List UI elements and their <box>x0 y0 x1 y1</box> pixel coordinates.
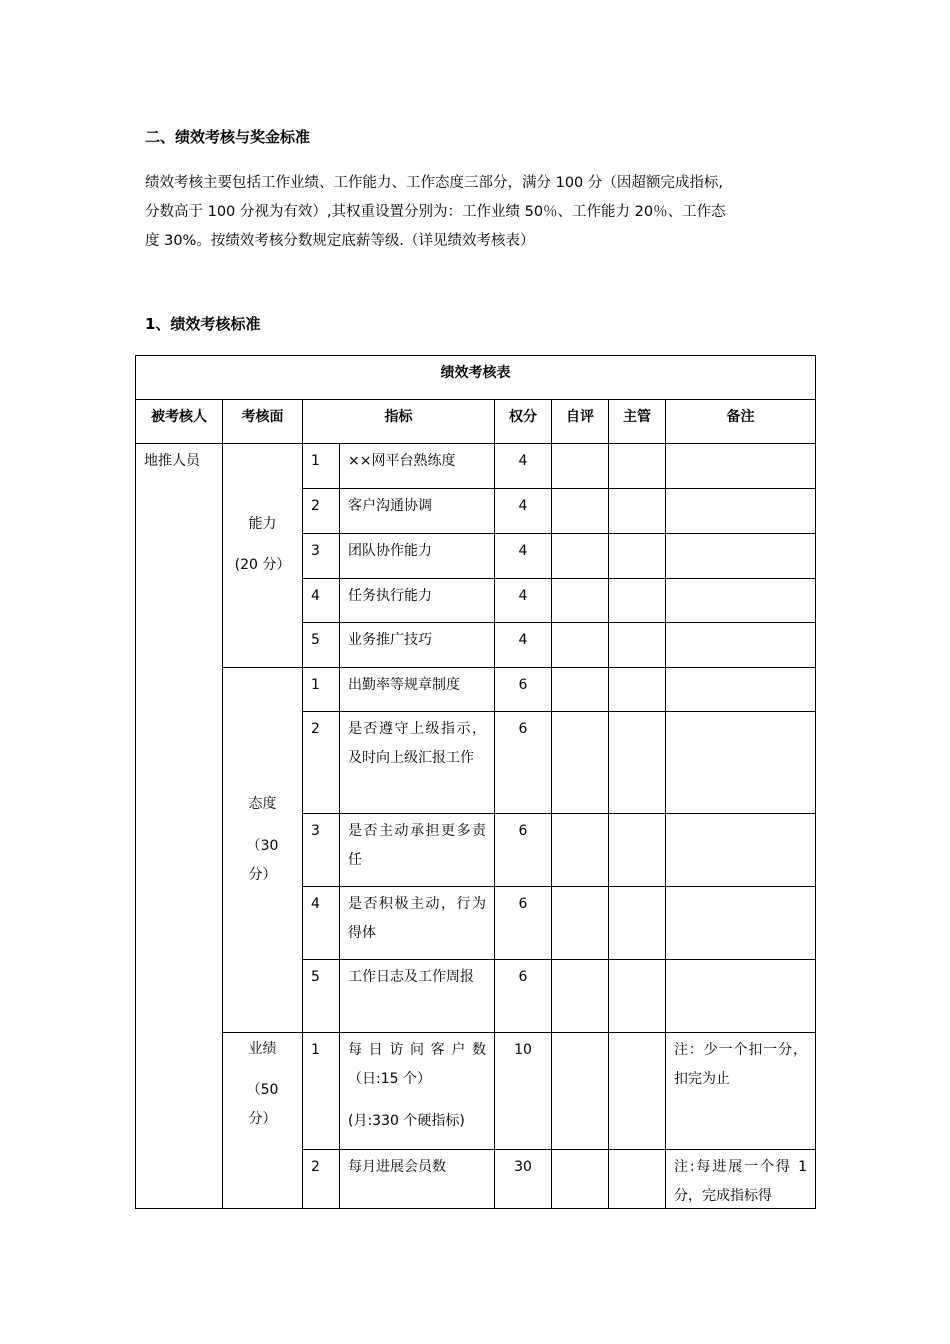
supervisor-cell[interactable] <box>609 444 666 489</box>
indicator-cell <box>340 814 495 887</box>
remarks-cell <box>666 1033 816 1150</box>
row-no-text: 1 <box>311 453 320 469</box>
remarks-cell <box>666 579 816 623</box>
remarks-cell <box>666 814 816 887</box>
weight-cell <box>495 534 552 579</box>
indicator-text: 每月进展会员数 <box>348 1159 446 1175</box>
ability-label: 能力 <box>248 516 277 532</box>
weight-cell <box>495 668 552 712</box>
self-cell[interactable] <box>552 489 609 534</box>
supervisor-cell[interactable] <box>609 1150 666 1209</box>
weight-text: 4 <box>518 498 528 514</box>
intro-line-2: 分数高于 100 分视为有效）,其权重设置分别为：工作业绩 50％、工作能力 20％、工作态 <box>145 204 726 220</box>
indicator-cell <box>340 712 495 814</box>
self-cell[interactable] <box>552 1150 609 1209</box>
row-no-text: 2 <box>311 1159 320 1175</box>
weight-text: 10 <box>514 1042 532 1058</box>
row-no-text: 3 <box>311 543 320 559</box>
table-title-cell <box>136 356 816 400</box>
self-cell[interactable] <box>552 668 609 712</box>
supervisor-cell[interactable] <box>609 668 666 712</box>
indicator-text: 出勤率等规章制度 <box>348 677 460 693</box>
row-no-text: 2 <box>311 721 320 737</box>
supervisor-cell[interactable] <box>609 579 666 623</box>
header-weight <box>495 400 552 444</box>
self-cell[interactable] <box>552 814 609 887</box>
row-no <box>303 887 340 960</box>
header-remarks-label: 备注 <box>726 409 755 425</box>
row-no-text: 5 <box>311 632 320 648</box>
indicator-cell <box>340 623 495 668</box>
table-row <box>136 1033 816 1150</box>
person-label: 地推人员 <box>144 453 200 469</box>
remarks-cell <box>666 444 816 489</box>
intro-line-3: 度 30%。按绩效考核分数规定底薪等级.（详见绩效考核表） <box>145 233 535 249</box>
indicator-text: 是否积极主动，行为得体 <box>348 896 486 941</box>
header-row <box>136 400 816 444</box>
row-no <box>303 444 340 489</box>
indicator-text: 团队协作能力 <box>348 543 432 559</box>
remarks-cell <box>666 489 816 534</box>
performance-score-2: 分） <box>248 1111 277 1127</box>
person-cell <box>136 444 223 1209</box>
row-no <box>303 1033 340 1150</box>
row-no <box>303 489 340 534</box>
row-no-text: 2 <box>311 498 320 514</box>
self-cell[interactable] <box>552 444 609 489</box>
weight-cell <box>495 712 552 814</box>
indicator-subtext: (月:330 个硬指标) <box>348 1113 465 1129</box>
row-no-text: 1 <box>311 1042 320 1058</box>
supervisor-cell[interactable] <box>609 887 666 960</box>
attitude-score-1: （30 <box>246 838 279 854</box>
header-self-label: 自评 <box>566 409 594 425</box>
remarks-cell <box>666 712 816 814</box>
header-self <box>552 400 609 444</box>
self-cell[interactable] <box>552 623 609 668</box>
weight-cell <box>495 579 552 623</box>
weight-cell <box>495 1033 552 1150</box>
remarks-cell <box>666 534 816 579</box>
remarks-cell <box>666 668 816 712</box>
weight-text: 4 <box>518 543 528 559</box>
supervisor-cell[interactable] <box>609 814 666 887</box>
sub-heading: 1、绩效考核标准 <box>145 315 261 333</box>
indicator-cell <box>340 489 495 534</box>
header-weight-label: 权分 <box>509 409 537 425</box>
table-row <box>136 668 816 712</box>
header-person <box>136 400 223 444</box>
table-row <box>136 444 816 489</box>
indicator-cell <box>340 1033 495 1150</box>
supervisor-cell[interactable] <box>609 1033 666 1150</box>
supervisor-cell[interactable] <box>609 534 666 579</box>
header-dimension-label: 考核面 <box>241 409 284 425</box>
weight-text: 6 <box>518 677 528 693</box>
weight-cell <box>495 887 552 960</box>
row-no <box>303 668 340 712</box>
row-no <box>303 814 340 887</box>
weight-cell <box>495 623 552 668</box>
remarks-cell <box>666 960 816 1033</box>
row-no <box>303 712 340 814</box>
header-supervisor-label: 主管 <box>623 409 651 425</box>
attitude-label: 态度 <box>248 796 277 812</box>
section-heading: 二、绩效考核与奖金标准 <box>145 128 311 146</box>
self-cell[interactable] <box>552 534 609 579</box>
performance-score-1: （50 <box>246 1082 279 1098</box>
intro-line-1: 绩效考核主要包括工作业绩、工作能力、工作态度三部分，满分 100 分（因超额完成指标, <box>145 175 723 191</box>
weight-text: 4 <box>518 588 528 604</box>
indicator-text: 每日访问客户数（日:15 个） <box>348 1042 486 1087</box>
self-cell[interactable] <box>552 712 609 814</box>
header-person-label: 被考核人 <box>151 409 207 425</box>
weight-cell <box>495 814 552 887</box>
indicator-text: 工作日志及工作周报 <box>348 969 474 985</box>
header-remarks <box>666 400 816 444</box>
weight-text: 6 <box>518 721 528 737</box>
self-cell[interactable] <box>552 960 609 1033</box>
weight-text: 4 <box>518 632 528 648</box>
self-cell[interactable] <box>552 1033 609 1150</box>
indicator-text: 是否主动承担更多责任 <box>348 823 486 868</box>
remark-text: 注:每进展一个得 1 分，完成指标得 <box>674 1159 807 1204</box>
weight-text: 30 <box>514 1159 532 1175</box>
header-indicator-label: 指标 <box>384 409 413 425</box>
indicator-cell <box>340 1150 495 1209</box>
weight-text: 6 <box>518 896 528 912</box>
indicator-text: ××网平台熟练度 <box>348 453 456 469</box>
ability-score: (20 分） <box>234 557 291 573</box>
row-no-text: 3 <box>311 823 320 839</box>
header-dimension <box>223 400 303 444</box>
performance-label: 业绩 <box>248 1041 277 1057</box>
indicator-cell <box>340 579 495 623</box>
supervisor-cell[interactable] <box>609 960 666 1033</box>
weight-cell <box>495 1150 552 1209</box>
supervisor-cell[interactable] <box>609 712 666 814</box>
weight-cell <box>495 489 552 534</box>
evaluation-table <box>135 355 816 1209</box>
weight-text: 4 <box>518 453 528 469</box>
remark-text: 注：少一个扣一分，扣完为止 <box>674 1042 807 1087</box>
row-no-text: 5 <box>311 969 320 985</box>
intro-paragraph <box>145 169 810 256</box>
indicator-text: 任务执行能力 <box>348 588 432 604</box>
supervisor-cell[interactable] <box>609 489 666 534</box>
indicator-cell <box>340 887 495 960</box>
weight-text: 6 <box>518 969 528 985</box>
weight-cell <box>495 960 552 1033</box>
supervisor-cell[interactable] <box>609 623 666 668</box>
indicator-text: 客户沟通协调 <box>348 498 432 514</box>
row-no <box>303 623 340 668</box>
self-cell[interactable] <box>552 887 609 960</box>
indicator-text: 是否遵守上级指示，及时向上级汇报工作 <box>348 721 486 766</box>
row-no <box>303 960 340 1033</box>
row-no-text: 4 <box>311 896 320 912</box>
remarks-cell <box>666 887 816 960</box>
attitude-dimension-cell <box>223 668 303 1033</box>
ability-dimension-cell <box>223 444 303 668</box>
indicator-cell <box>340 668 495 712</box>
weight-text: 6 <box>518 823 528 839</box>
row-no-text: 1 <box>311 677 320 693</box>
remarks-cell <box>666 623 816 668</box>
row-no-text: 4 <box>311 588 320 604</box>
table-title: 绩效考核表 <box>440 365 511 381</box>
row-no <box>303 534 340 579</box>
attitude-score-2: 分） <box>248 867 277 883</box>
indicator-cell <box>340 534 495 579</box>
indicator-cell <box>340 444 495 489</box>
header-indicator <box>303 400 495 444</box>
indicator-cell <box>340 960 495 1033</box>
row-no <box>303 579 340 623</box>
remarks-cell <box>666 1150 816 1209</box>
row-no <box>303 1150 340 1209</box>
weight-cell <box>495 444 552 489</box>
header-supervisor <box>609 400 666 444</box>
performance-dimension-cell <box>223 1033 303 1209</box>
indicator-text: 业务推广技巧 <box>348 632 432 648</box>
self-cell[interactable] <box>552 579 609 623</box>
